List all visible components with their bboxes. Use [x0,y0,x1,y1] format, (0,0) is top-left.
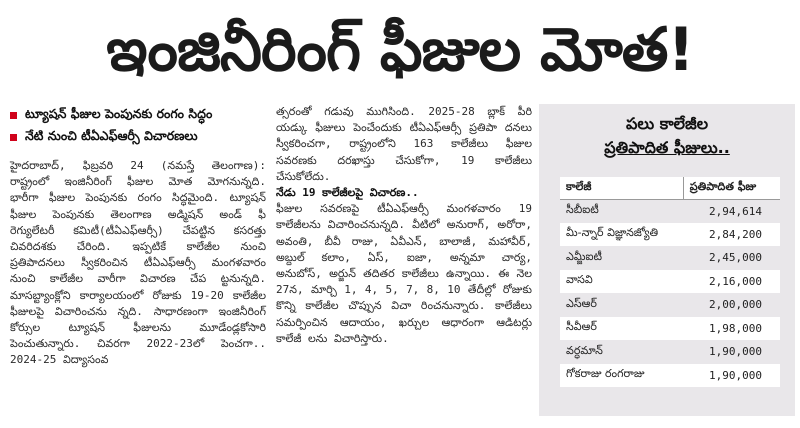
red-square-icon [10,112,17,119]
college-name: వర్ధమాన్ [560,340,683,364]
bullet-item [10,126,272,148]
article-column-1 [10,158,266,369]
fee-value: 2,94,614 [683,199,780,223]
sidebar-title [539,112,795,160]
column-header-fee: ప్రతిపాదిత ఫీజు [683,177,780,199]
fee-table [560,177,780,387]
fee-value: 1,90,000 [683,364,780,388]
college-name: వాసవి [560,270,683,294]
bullet-item [10,104,272,126]
bullet-text: నేటి నుంచి టీఏఎఫ్ఆర్సీ విచారణలు [25,127,198,143]
fee-value: 2,84,200 [683,223,780,247]
article-paragraph: త్సరంతో గడువు ముగిసింది. 2025-28 బ్లాక్ పీరి యడ్కు ఫీజులు పెంచేందుకు టీఏఎఫ్ఆర్సీ ప్రతిపా దనలు స్వీకరించగా, రాష్ట్రంలోని 163 కాలేజీలు ఫీజుల సవరణకు దరఖాస్తు చేసుకోగా, 19 కాలేజీలు చేసుకోలేదు. [276,105,532,183]
column-header-college: కాలేజీ [560,177,683,199]
table-row [560,364,780,388]
red-square-icon [10,134,17,141]
bullet-list [10,104,272,148]
college-name: సీబీఐటీ [560,199,683,223]
fee-value: 1,90,000 [683,340,780,364]
article-paragraph: ఫీజుల సవరణపై టీఏఎఫ్ఆర్సీ మంగళవారం 19 కాలేజీలను విచారించనున్నది. వీటిలో అనురాగ్, అరోరా, అవంతి, బీవీ రాజు, ఏవీఎన్, బాలాజీ, మహావీర్, అబ్దుల్ కలాం, ఏస్, ఐజా, అన్నమా చార్య, అనుబోస్, అర్జున్ తదితర కాలేజీలు ఉన్నాయి. ఈ నెల 27న, మార్చి 1, 4, 5, 7, 8, 10 తేదీల్లో రోజుకు కొన్ని కాలేజీల చొప్పున విచా రించనున్నారు. కాలేజీలు సమర్పించిన ఆదాయం, ఖర్చుల ఆధారంగా ఆడిటర్లు కాలేజీ లను విచారిస్తారు. [276,202,532,345]
table-row [560,223,780,247]
fee-value: 1,98,000 [683,317,780,341]
sidebar-title-line: ప్రతిపాదిత ఫీజులు.. [604,138,730,157]
college-name: ఎమ్జీఐటీ [560,246,683,270]
table-row [560,317,780,341]
fee-value: 2,16,000 [683,270,780,294]
table-row [560,199,780,223]
table-row [560,340,780,364]
bullet-text: ట్యూషన్ ఫీజుల పెంపునకు రంగం సిద్ధం [25,105,213,121]
table-row [560,246,780,270]
sidebar-title-line: పలు కాలేజీల [625,114,709,133]
college-name: గోకరాజు రంగరాజు [560,364,683,388]
table-row [560,270,780,294]
college-name: సీవీఆర్ [560,317,683,341]
article-subheading: నేడు 19 కాలేజీలపై విచారణ.. [276,186,419,200]
college-name: ఎస్ఆర్ [560,293,683,317]
fee-sidebar [539,104,795,416]
article-column-2 [276,104,532,347]
table-header-row [560,177,780,199]
article-paragraph: హైదరాబాద్, ఫిబ్రవరి 24 (నమస్తే తెలంగాణ): రాష్ట్రంలో ఇంజినీరింగ్ ఫీజుల మోత మోగనున్నది. భారీగా ఫీజుల పెంపునకు రంగం సిద్ధమైంది. ట్యూషన్ ఫీజుల పెంపునకు తెలంగాణ అడ్మిషన్ అండ్ ఫీ రెగ్యులేటరీ కమిటీ(టీఏఎఫ్ఆర్సీ) చేపట్టిన కసరత్తు చివరిదశకు చేరింది. ఇప్పటికే కాలేజీల నుంచి ప్రతిపాదనలు స్వీకరించిన టీఏఎఫ్ఆర్సీ మంగళవారం నుంచి కాలేజీల వారీగా విచారణ చేప ట్టనున్నది. మాసబ్ట్యాంక్లోని కార్యాలయంలో రోజుకు 19-20 కాలేజీల ఫీజులపై విచారించను న్నది. సాధారణంగా ఇంజినీరింగ్ కోర్సుల ట్యూషన్ ఫీజులను మూడేండ్లకోసారి పెంచుతున్నారు. చివరగా 2022-23లో పెంచగా.. 2024-25 విద్యాసంవ [10,159,266,367]
headline: ఇంజినీరింగ్ ఫీజుల మోత! [106,15,694,85]
fee-value: 2,45,000 [683,246,780,270]
table-row [560,293,780,317]
fee-value: 2,00,000 [683,293,780,317]
college-name: మీ-న్నార్ విజ్ఞానజ్యోతి [560,223,683,247]
